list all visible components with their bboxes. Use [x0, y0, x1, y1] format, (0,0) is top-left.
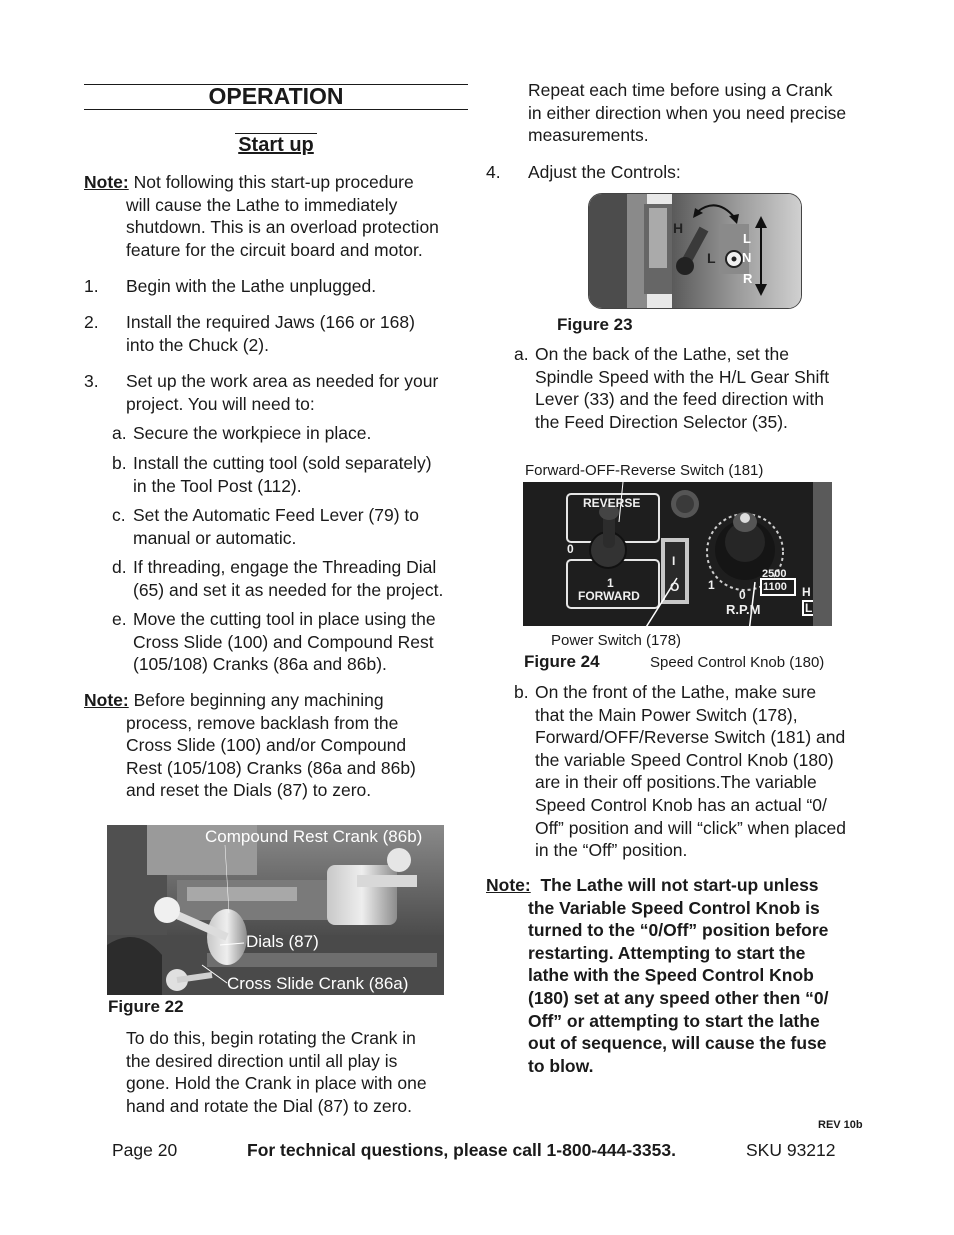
label-speed-control-knob: Speed Control Knob (180) [650, 654, 825, 671]
substep-line: Speed Control Knob has an actual “0/ [535, 794, 827, 815]
substep-line: On the back of the Lathe, set the [535, 344, 789, 364]
gear-shift-illustration [589, 194, 801, 308]
tech-support-line: For technical questions, please call 1-800-444-3353. [247, 1140, 676, 1160]
lathe-crank-illustration [107, 825, 444, 995]
feed-label-l: L [743, 231, 751, 246]
panel-l: L [805, 601, 813, 615]
step-number: 1. [84, 276, 99, 296]
substep-line: the Feed Direction Selector (35). [535, 411, 788, 432]
note-line: turned to the “0/Off” position before [528, 920, 829, 941]
feed-label-n: N [742, 250, 752, 265]
figure-22-photo [107, 825, 444, 995]
para-line: hand and rotate the Dial (87) to zero. [126, 1095, 413, 1116]
panel-2500: 2500 [762, 568, 787, 580]
panel-zero-text: 0 [567, 542, 574, 556]
para-line: To do this, begin rotating the Crank in [126, 1028, 416, 1048]
sku-number: SKU 93212 [746, 1140, 836, 1160]
step-2 [84, 311, 484, 356]
label-dials: Dials (87) [246, 932, 319, 951]
step-line: Begin with the Lathe unplugged. [126, 276, 377, 296]
substep-line: Forward/OFF/Reverse Switch (181) and [535, 727, 846, 748]
step-4 [486, 161, 886, 184]
substep-letter: e. [112, 609, 127, 629]
figure-24-caption: Figure 24 [524, 652, 600, 671]
gear-label-h: H [673, 220, 684, 236]
note-line: to blow. [528, 1055, 594, 1076]
step-number: 4. [486, 162, 501, 182]
substep-line: Install the cutting tool (sold separately) [133, 453, 432, 473]
figure-22-caption: Figure 22 [108, 997, 184, 1016]
substep-letter: b. [514, 682, 529, 702]
panel-power-i: I [672, 554, 676, 568]
substep-a [112, 422, 482, 445]
substep-line: Cross Slide (100) and Compound Rest [133, 631, 434, 652]
substep-line: Set the Automatic Feed Lever (79) to [133, 505, 419, 525]
panel-power-o: O [670, 580, 680, 594]
section-subtitle: Start up [238, 134, 314, 156]
substep-d [112, 556, 482, 601]
note-line: Off” or attempting to start the lathe [528, 1010, 820, 1031]
step-3 [84, 370, 484, 415]
substep-line: manual or automatic. [133, 527, 297, 548]
substep-b [112, 452, 482, 497]
substep-line: that the Main Power Switch (178), [535, 704, 798, 725]
para-line: the desired direction until all play is [126, 1050, 398, 1071]
para-line: Repeat each time before using a Crank [528, 80, 833, 100]
note-label: Note: [486, 875, 531, 895]
substep-line: On the front of the Lathe, make sure [535, 682, 817, 702]
note-label: Note: [84, 690, 129, 710]
revision-label: REV 10b [818, 1119, 863, 1131]
para-line: gone. Hold the Crank in place with one [126, 1073, 427, 1094]
note-line: shutdown. This is an overload protection [126, 217, 439, 238]
step-line: Set up the work area as needed for your [126, 371, 439, 391]
note-1 [84, 171, 484, 261]
para-line: in either direction when you need precise [528, 102, 847, 123]
substep-b-right [514, 681, 894, 862]
substep-c [112, 504, 482, 549]
substep-line: Spindle Speed with the H/L Gear Shift [535, 366, 830, 387]
para-line: measurements. [528, 125, 649, 146]
figure-23-caption: Figure 23 [557, 315, 633, 334]
crank-paragraph [126, 1027, 466, 1117]
substep-line: Secure the workpiece in place. [133, 423, 372, 443]
panel-forward-text: FORWARD [578, 589, 640, 603]
note-line: The Lathe will not start-up unless [540, 875, 819, 895]
step-line: into the Chuck (2). [126, 334, 269, 355]
repeat-paragraph [528, 79, 888, 147]
step-number: 3. [84, 371, 99, 391]
note-line: and reset the Dials (87) to zero. [126, 780, 372, 801]
substep-line: Lever (33) and the feed direction with [535, 389, 824, 410]
substep-a-right [514, 343, 894, 433]
panel-1100: 1100 [763, 581, 787, 593]
title-rule-bottom [84, 109, 468, 110]
note-line: process, remove backlash from the [126, 712, 399, 733]
substep-line: (105/108) Cranks (86a and 86b). [133, 654, 387, 675]
note-line: out of sequence, will cause the fuse [528, 1033, 827, 1054]
substep-line: Move the cutting tool in place using the [133, 609, 436, 629]
note-2 [84, 689, 484, 802]
note-line: Before beginning any machining [133, 690, 384, 710]
note-line: restarting. Attempting to start the [528, 942, 806, 963]
substep-line: Off” position and will “click” when placed [535, 817, 846, 838]
substep-letter: b. [112, 453, 127, 473]
panel-h: H [802, 585, 811, 599]
note-line: Not following this start-up procedure [133, 172, 414, 192]
note-line: will cause the Lathe to immediately [126, 194, 398, 215]
panel-knob-one: 1 [708, 578, 715, 592]
figure-24-photo [523, 482, 832, 626]
substep-line: If threading, engage the Threading Dial [133, 557, 437, 577]
step-line: Install the required Jaws (166 or 168) [126, 312, 415, 332]
label-power-switch: Power Switch (178) [551, 632, 682, 649]
substep-line: are in their off positions.The variable [535, 772, 817, 793]
substep-letter: a. [112, 423, 127, 443]
substep-line: in the Tool Post (112). [133, 475, 302, 496]
panel-knob-zero: 0 [739, 588, 746, 602]
gear-label-l: L [707, 250, 716, 266]
step-line: Adjust the Controls: [528, 162, 681, 182]
panel-reverse-text: REVERSE [583, 496, 641, 510]
note-line: Rest (105/108) Cranks (86a and 86b) [126, 757, 416, 778]
substep-letter: a. [514, 344, 529, 364]
label-compound-rest-crank: Compound Rest Crank (86b) [205, 827, 423, 846]
panel-rpm: R.P.M [726, 602, 761, 617]
label-forward-off-reverse-switch: Forward-OFF-Reverse Switch (181) [525, 462, 764, 479]
note-line: Cross Slide (100) and/or Compound [126, 735, 407, 756]
substep-line: in the “Off” position. [535, 840, 688, 861]
feed-label-r: R [743, 271, 753, 286]
note-line: feature for the circuit board and motor. [126, 239, 423, 260]
panel-one-text: 1 [607, 576, 614, 590]
substep-letter: d. [112, 557, 127, 577]
note-line: (180) set at any speed other then “0/ [528, 987, 829, 1008]
substep-e [112, 608, 482, 676]
substep-line: the variable Speed Control Knob (180) [535, 749, 834, 770]
step-number: 2. [84, 312, 99, 332]
note-line: the Variable Speed Control Knob is [528, 897, 820, 918]
page-number: Page 20 [112, 1140, 178, 1160]
step-line: project. You will need to: [126, 393, 315, 414]
note-3 [486, 874, 896, 1077]
note-label: Note: [84, 172, 129, 192]
substep-letter: c. [112, 505, 126, 525]
step-1 [84, 275, 484, 298]
substep-line: (65) and set it as needed for the project. [133, 579, 444, 600]
note-line: lathe with the Speed Control Knob [528, 965, 814, 986]
label-cross-slide-crank: Cross Slide Crank (86a) [227, 974, 409, 993]
page-title: OPERATION [208, 83, 344, 109]
figure-23-photo [588, 193, 802, 309]
